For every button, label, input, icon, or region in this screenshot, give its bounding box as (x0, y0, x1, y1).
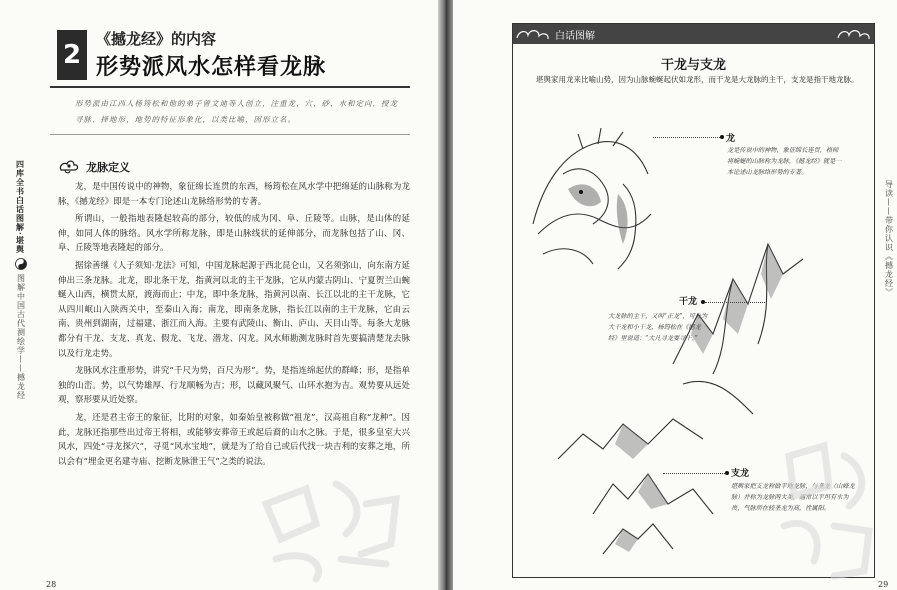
right-page (453, 0, 897, 590)
left-page (0, 0, 438, 590)
left-side-caption (6, 160, 36, 400)
series-title: 四库全书白话图解·堪舆 (15, 160, 26, 254)
illustration-title: 干龙与支龙 (660, 58, 726, 73)
chapter-number: 2 (57, 30, 87, 80)
book-gutter (438, 0, 453, 590)
callout-dot (720, 135, 724, 139)
chapter-title: 形势派风水怎样看龙脉 (96, 55, 327, 80)
illustration-intro: 堪舆家用龙来比喻山势，因为山脉蜿蜒起伏如龙形，而干龙是大龙脉的主干，支龙是指干地龙脉。 (536, 75, 859, 84)
note-ganlong: 大龙脉的主干，又叫“正龙”，可分为大干龙和小干龙，杨筠松在《撼龙经》里说道：“大凡寻龙要寻干。” (608, 313, 708, 342)
cloud-scroll-icon (58, 158, 80, 176)
watermark-seal (246, 464, 416, 584)
paragraph: 龙脉风水注重形势，讲究“千尺为势，百尺为形”。势，是指连绵起伏的群峰；形，是指单独的山峦。势，以气势雄厚、行龙顺畅为吉；形，以藏风聚气、山环水抱为吉。观势要从远处观，察形要从近处察。 (58, 366, 410, 406)
chapter-intro: 形势派由江西人杨筠松和他的弟子曾文迪等人创立，注重龙、穴、砂、水和定向，授龙寻脉、择地形、地势的特征形象化，以类比喻，因形立名。 (75, 99, 398, 124)
heading-rule (50, 86, 410, 88)
body-text (58, 180, 410, 469)
paragraph: 龙，是中国传说中的神物，象征绵长连贯的东西，杨筠松在风水学中把绵延的山脉称为龙脉，《撼龙经》即是一本专门论述山龙脉络形势的专著。 (58, 182, 410, 207)
label-long: 龙 (726, 134, 736, 144)
callout-line (663, 473, 725, 474)
page-number: 29 (878, 580, 889, 589)
callout-line (705, 302, 765, 303)
dragon-illustration (523, 114, 658, 274)
banner (513, 24, 874, 44)
paragraph: 所谓山，一般指地表隆起较高的部分，较低的成为冈、阜、丘陵等。山脉，是山体的延伸，如同人体的脉络。风水学所称龙脉，即是山脉线状的延伸部分，而龙脉包括了山、冈、阜、丘陵等地表隆起的部分。 (58, 214, 410, 254)
callout-line (653, 137, 720, 138)
section-heading (58, 158, 130, 176)
label-zhilong: 支龙 (731, 469, 750, 479)
banner-label: 白话图解 (555, 31, 595, 42)
note-zhilong: 堪舆家把支龙称做平地龙脉，与垄龙（山峰龙脉）并称为龙脉两大类，通常以平坦有水为贵，气脉所在较垄龙为高，性属阳。 (731, 483, 855, 512)
intro-divider (50, 134, 410, 135)
guide-text: 导读——带你认识《撼龙经》 (884, 180, 894, 297)
note-long: 龙是传说中的神物，象征绵长连贯，格师将蜿蜒的山脉称为龙脉，《撼龙经》就是一本论述山龙脉络形势的专著。 (727, 147, 842, 176)
callout-dot (725, 471, 729, 475)
watermark-seal (769, 436, 885, 586)
section-title: 龙脉定义 (86, 161, 130, 174)
paragraph: 龙，还是君主帝王的象征，比附的对象，如秦始皇被称做“祖龙”，汉高祖自称“龙种”。因此，龙脉还指那些出过帝王将相，或能够安葬帝王或起后裔的山水之脉。于是，很多皇室大兴风水，四处“寻龙探穴”，寻觅“风水宝地”，就是为了给自己或后代找一块吉利的安葬之地，所以会有“埋金更名建寺庙、挖断龙脉泄王气”之类的说法。 (58, 412, 410, 467)
series-subtitle: 图解中国古代测绘学——撼龙经 (16, 273, 26, 400)
chapter-subtitle: 《撼龙经》的内容 (96, 30, 217, 48)
right-side-caption (881, 180, 897, 297)
label-ganlong: 干龙 (679, 297, 698, 307)
yin-yang-icon (15, 258, 27, 270)
page-number: 28 (46, 580, 57, 589)
branch-range-illustration (553, 404, 723, 569)
cloud-ornament-icon (836, 26, 872, 42)
cloud-ornament-icon (515, 26, 551, 42)
paragraph: 据徐善继《人子须知·龙法》可知，中国龙脉起源于西北昆仑山，又名须弥山，向东南方延伸出三条龙脉。北龙，即北条干龙，指黄河以北的主干龙脉，它从内蒙古阴山、宁夏贺兰山蜿蜒入山西，横贯太原，渡海而止；中龙，即中条龙脉，指黄河以南、长江以北的主干龙脉，它从四川岷山入陕西关中，至秦山入海；南龙，即南条龙脉，指长江以南的主干龙脉，它由云南、贵州到湖南，过福建、浙江而入海。主要有武陵山、衡山、庐山、天目山等。每条大龙脉都分有干龙、支龙、真龙、假龙、飞龙、潜龙、闪龙。风水师勘测龙脉时首先要搞清楚龙去脉以及行龙走势。 (58, 260, 410, 359)
